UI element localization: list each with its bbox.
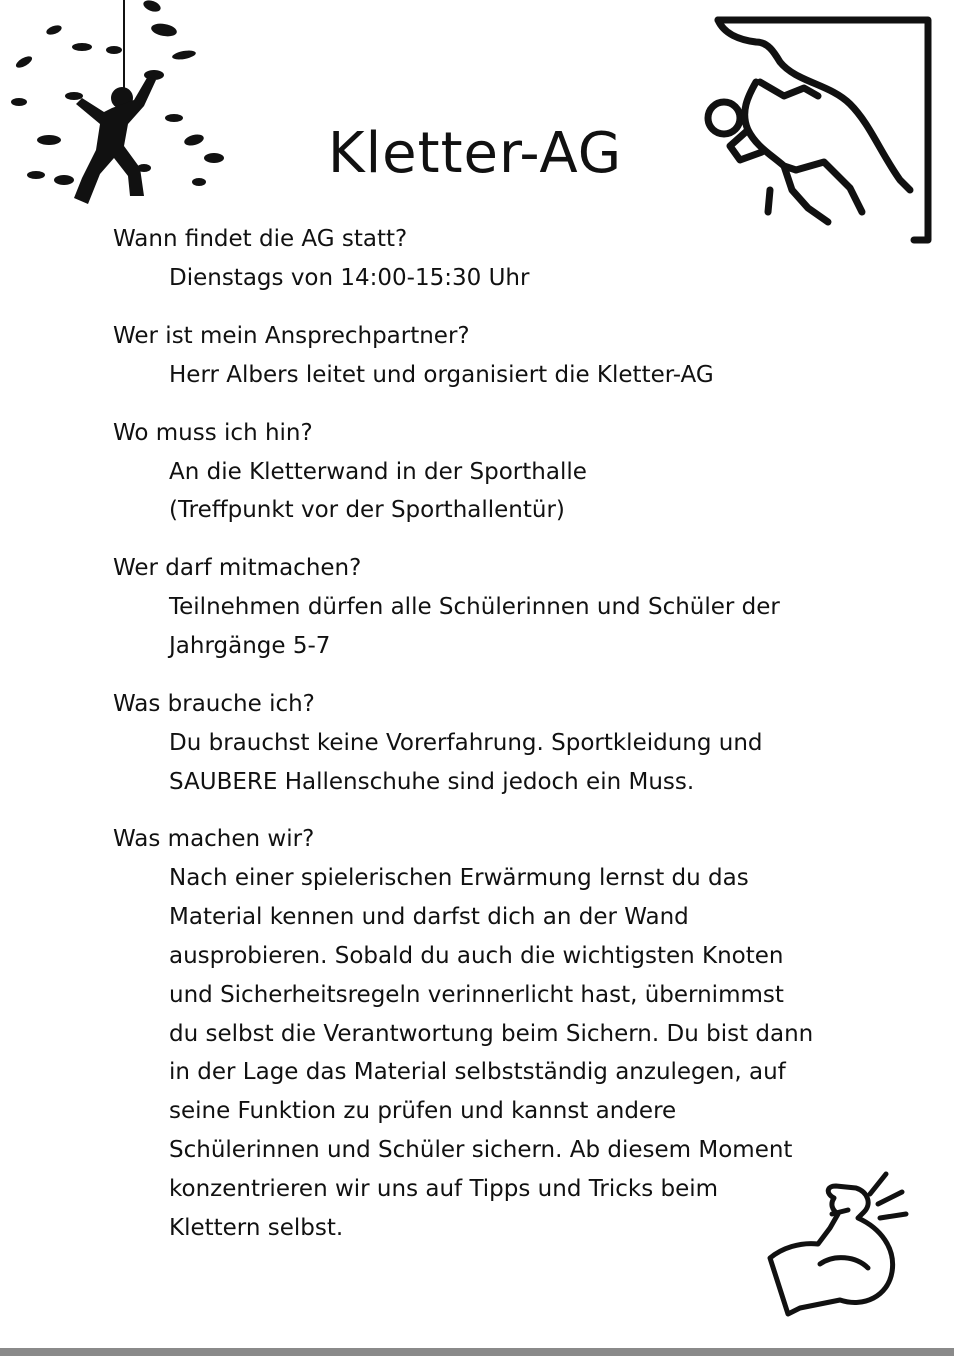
faq-section-when	[113, 220, 853, 298]
answer-line: ausprobieren. Sobald du auch die wichtigsten Knoten	[169, 942, 784, 969]
answer-line: konzentrieren wir uns auf Tipps und Tricks beim	[169, 1175, 719, 1202]
question-where: Wo muss ich hin?	[113, 419, 313, 446]
faq-content	[113, 220, 853, 1266]
answer-line: Schülerinnen und Schüler sichern. Ab diesem Moment	[169, 1136, 793, 1163]
answer-line: du selbst die Verantwortung beim Sichern. Du bist dann	[169, 1020, 814, 1047]
answer-line: in der Lage das Material selbstständig anzulegen, auf	[169, 1059, 786, 1086]
answer-line: Du brauchst keine Vorerfahrung. Sportkleidung und	[169, 729, 763, 756]
bottom-border	[0, 1348, 954, 1356]
faq-section-who	[113, 549, 853, 666]
question-activities: Was machen wir?	[113, 826, 315, 853]
flexed-arm-icon	[760, 1168, 920, 1320]
wall-climber-icon	[700, 12, 940, 248]
faq-section-contact	[113, 317, 853, 395]
answer-line: (Treffpunkt vor der Sporthallentür)	[169, 497, 565, 524]
answer-line: SAUBERE Hallenschuhe sind jedoch ein Muss.	[169, 768, 695, 795]
answer-line: Dienstags von 14:00-15:30 Uhr	[169, 265, 530, 291]
faq-section-activities	[113, 820, 853, 1247]
answer-line: und Sicherheitsregeln verinnerlicht hast, übernimmst	[169, 981, 784, 1008]
climber-icon	[4, 0, 234, 215]
answer-line: Klettern selbst.	[169, 1214, 344, 1241]
page-title: Kletter-AG	[327, 121, 623, 186]
answer-line: seine Funktion zu prüfen und kannst andere	[169, 1098, 677, 1125]
answer-line: Teilnehmen dürfen alle Schülerinnen und Schüler der	[169, 594, 780, 621]
answer-line: Nach einer spielerischen Erwärmung lernst du das	[169, 865, 749, 892]
answer-line: Jahrgänge 5-7	[169, 632, 331, 659]
question-requirements: Was brauche ich?	[113, 690, 315, 717]
faq-section-requirements	[113, 685, 853, 802]
question-who: Wer darf mitmachen?	[113, 555, 362, 582]
answer-line: Material kennen und darfst dich an der Wand	[169, 904, 689, 931]
question-contact: Wer ist mein Ansprechpartner?	[113, 322, 470, 349]
faq-section-where	[113, 414, 853, 531]
answer-line: Herr Albers leitet und organisiert die Kletter-AG	[169, 361, 714, 388]
question-when: Wann findet die AG statt?	[113, 226, 408, 252]
answer-line: An die Kletterwand in der Sporthalle	[169, 458, 587, 485]
